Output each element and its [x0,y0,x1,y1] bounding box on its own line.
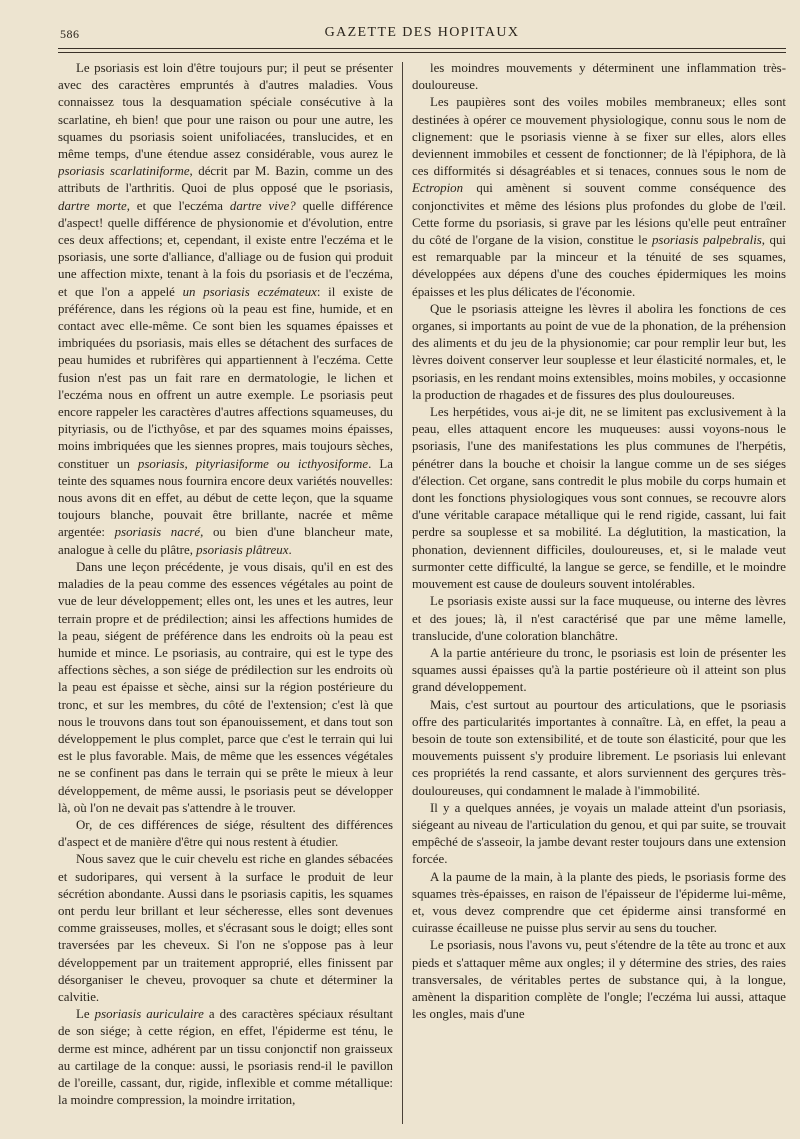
text-run: Nous savez que le cuir chevelu est riche en glandes sébacées et sudoripares, qui versent à la surface le produit de leur sécrétion abondante. Aussi dans le psoriasis capitis, les squames ont perdu leur brillant et leur sécheresse, elles sont devenues comme graisseuses, molles, et s'écrasant sous le doigt; elles sont traversées par les cheveux. Si l'on ne s'oppose pas à leur développement par un traitement approprié, elles finissent par désorganiser le cheveu, provoquer sa chute et déterminer la calvitie. [58,852,393,1004]
paragraph [412,869,786,938]
paragraph [412,800,786,869]
page-header [58,24,786,46]
text-run: . [288,542,292,557]
text-run: quelle différence d'aspect! quelle différence de physionomie et d'évolution, entre ces deux affections; et, cependant, il existe entre l'eczéma et le psoriasis, une sorte d'alliance, d'alliage ou de fusion qui produit une affection mixte, tenant à la fois du psoriasis et de l'eczéma, et que l'on a appelé [58,198,393,299]
left-column [58,60,393,1130]
paragraph [412,593,786,645]
text-run: Que le psoriasis atteigne les lèvres il abolira les fonctions de ces organes, si importants au point de vue de la phonation, de la préhension des aliments et du jeu de la physionomie; car pour remplir leur but, les lèvres doivent conserver leur souplesse et leur élasticité normales, et, le psoriasis, en les rendant moins extensibles, moins mobiles, y occasionne la production de rhagades et de fissures des plus douloureuses. [412,301,786,402]
paragraph [58,559,393,817]
paragraph [412,301,786,404]
italic-term: un psoriasis eczémateux [182,284,317,299]
text-run: , et que l'eczéma [126,198,230,213]
text-run: Les herpétides, vous ai-je dit, ne se limitent pas exclusivement à la peau, elles attaquent encore les muqueuses: aussi voyons-nous le psoriasis, l'une des manifestations les plus communes de l'herpétis, pénétrer dans la bouche et choisir la langue comme un de ses siéges d'élection. Cet organe, sans contredit le plus mobile du corps humain et dont les fonctions physiologiques vous sont connues, se recouvre alors d'une véritable carapace métallique qui le rend rigide, cassant, lui fait perdre sa souplesse et sa mobilité. La déglutition, la mastication, la phonation, deviennent difficiles, douloureuses, et, si le malade veut surmonter cette difficulté, la langue se gerce, se fendille, et le moindre mouvement est cause de douleurs souvent intolérables. [412,405,786,592]
italic-term: psoriasis, pityriasiforme ou icthyosiforme [137,456,369,471]
text-run: Le psoriasis est loin d'être toujours pur; il peut se présenter avec des caractères empruntés à d'autres maladies. Vous connaissez tous la desquamation spéciale consécutive à la scarlatine, eh bien! que pour une raison ou pour une autre, les squames du psoriasis soient unifoliacées, translucides, et en même temps, d'une étendue assez considérable, vous aurez le [58,61,393,162]
paragraph [412,937,786,1023]
paragraph [58,817,393,851]
italic-term: psoriasis palpebralis [651,233,762,248]
paragraph [412,60,786,94]
paragraph [412,645,786,697]
header-rule [58,48,786,53]
text-run: Le psoriasis, nous l'avons vu, peut s'étendre de la tête au tronc et aux pieds et s'attaquer même aux ongles; il y détermine des stries, des raies transversales, de véritables pertes de substance qui, à la longue, amènent la disparition complète de l'ongle; l'eczéma lui aussi, attaque les ongles, mais d'une [412,938,786,1022]
text-run: Le psoriasis existe aussi sur la face muqueuse, ou interne des lèvres et des joues; là, il n'est caractérisé que par une même lamelle, translucide, d'une coloration blanchâtre. [412,594,786,643]
italic-term: Ectropion [412,181,464,196]
paragraph [412,697,786,800]
text-run: qui amènent si souvent comme conséquence des conjonctivites et même des lésions plus profondes du globe de l'œil. Cette forme du psoriasis, si grave par les lésions qu'elle peut entraîner du côté de l'organe de la vision, constitue le [412,181,786,248]
paragraph [58,60,393,559]
text-run: Il y a quelques années, je voyais un malade atteint d'un psoriasis, siégeant au niveau de l'articulation du genou, et qui par suite, se trouvait empêché de s'asseoir, la jambe devant rester toujours dans une extension forcée. [412,800,786,867]
text-run: a des caractères spéciaux résultant de son siége; à cette région, en effet, l'épiderme est ténu, le derme est mince, adhérent par un tissu conjonctif non graisseux au cartilage de la conque: aussi, le psoriasis rend-il le pavillon de l'oreille, cassant, dur, rigide, inflexible et comme métallique: la moindre compression, la moindre irritation, [58,1007,393,1108]
text-run: Le [76,1007,95,1022]
right-column [412,60,786,1130]
italic-term: dartre morte [58,198,127,213]
text-run: . La teinte des squames nous fournira encore deux variétés nouvelles: nous avons dit en effet, au début de cette leçon, que la squame toujours blanche, pouvait être brillante, nacrée et même argentée: [58,456,393,540]
paragraph [58,851,393,1006]
text-run: Les paupières sont des voiles mobiles membraneux; elles sont destinées à opérer ce mouvement physiologique, connu sous le nom de clignement: que le psoriasis vienne à se fixer sur elles, alors elles deviennent immobiles et cessent de fonctionner; de là l'épiphora, de là ces difformités si désagréables et si tenaces, connues sous le nom de [412,95,786,179]
paragraph [412,94,786,300]
page-number: 586 [60,27,80,41]
italic-term: psoriasis nacré [114,525,201,540]
text-run: : il existe de préférence, dans les régions où la peau est fine, humide, et en contact avec elle-même. Ce sont bien les squames épaisses et imbriquées du psoriasis, mais elles se détachent des surfaces de peau humides et rubrifères qui appartiennent à l'eczéma. Cette fusion n'est pas un fait rare en dermatologie, le lichen et l'eczéma nous en offrent un autre exemple. Le psoriasis peut encore rappeler les caractères d'autres affections squameuses, du pityriasis, ou de l'icthyôse, et par des squames moins épaisses, moins imbriquées que les siennes propres, mais toujours sèches, constituer un [58,284,393,471]
italic-term: dartre vive? [229,198,296,213]
text-run: Or, de ces différences de siége, résultent des différences d'aspect et de manière d'être qui nous restent à étudier. [58,817,393,850]
text-run: Mais, c'est surtout au pourtour des articulations, que le psoriasis offre des particularités importantes à connaître. Là, en effet, la peau a besoin de toute son extensibilité, et de toute son élasticité, pour que les mouvements puissent s'y produire librement. Le psoriasis lui enlevant ces propriétés la rend cassante, et alors surviennent des gerçures très-douloureuses, qui condamnent le malade à l'immobilité. [412,697,786,798]
text-run: les moindres mouvements y déterminent une inflammation très-douloureuse. [412,61,786,93]
text-run: , décrit par M. Bazin, comme un des attributs de l'arthritis. Quoi de plus opposé que le psoriasis, [58,164,393,196]
running-title: GAZETTE DES HOPITAUX [324,25,520,40]
italic-term: psoriasis scarlatiniforme [58,164,190,179]
text-run: Dans une leçon précédente, je vous disais, qu'il en est des maladies de la peau comme des essences végétales au point de vue de leur développement; elles ont, les unes et les autres, leur terrain propre et de prédilection; ainsi les affections humides de la peau, siégent de préférence dans les endroits où la peau est humide et mince. Le psoriasis, au contraire, qui est le type des affections sèches, a son siége de prédilection sur les endroits où la peau est épaisse et sèche, ainsi sur la région postérieure du tronc, et sur les membres, du côté de l'extension; c'est là que nous le trouvons dans tout son épanouissement, et dans tout son développement le plus complet, parce que c'est le terrain qui lui est le plus favorable. Mais, de même que les essences végétales ne se confinent pas dans le terrain qui se prête le mieux à leur développement, de même aussi, le psoriasis peut se développer là, où l'on ne devait pas s'attendre à le trouver. [58,559,393,815]
italic-term: psoriasis auriculaire [94,1007,204,1022]
text-run: , qui est remarquable par la minceur et la ténuité de ses squames, développées aux dépens d'une des couches épidermiques les moins épaisses et les plus délicates de l'économie. [412,233,786,299]
paragraph [412,404,786,593]
text-run: A la partie antérieure du tronc, le psoriasis est loin de présenter les squames aussi épaisses qu'à la partie postérieure où il atteint son plus grand développement. [412,645,786,695]
column-divider [402,62,403,1124]
italic-term: psoriasis plâtreux [196,542,289,557]
text-run: , ou bien d'une blancheur mate, analogue à celle du plâtre, [58,525,393,557]
paragraph [58,1006,393,1109]
text-run: A la paume de la main, à la plante des pieds, le psoriasis forme des squames très-épaisses, en raison de l'épaisseur de l'épiderme lui-même, et, vous devez comprendre que cet épiderme ainsi transformé en cuirasse écailleuse ne puisse plus servir au sens du toucher. [412,869,786,936]
